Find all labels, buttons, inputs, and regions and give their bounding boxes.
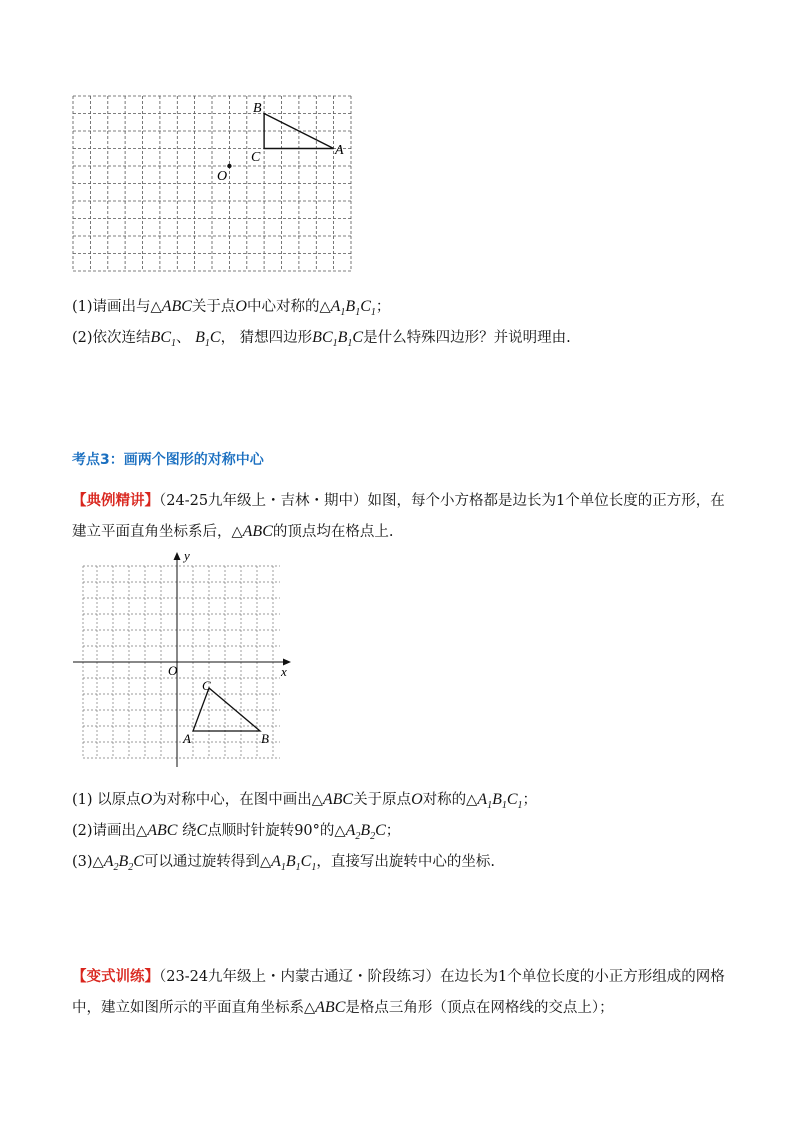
variant-line2-tri: ABC — [315, 999, 346, 1016]
q2-l1-o: O — [140, 791, 153, 808]
q2-l2-angle: 90° — [294, 823, 320, 839]
label-c2: C — [202, 678, 211, 693]
q2-line2 — [72, 821, 400, 847]
triangle-symbol: △ — [231, 524, 243, 540]
triangle-symbol: △ — [466, 792, 478, 808]
q2-l2-end: ； — [385, 823, 401, 839]
q1-line2-mid: 、 — [176, 330, 191, 346]
triangle-symbol: △ — [334, 823, 346, 839]
q1-line1-end: ； — [375, 299, 391, 315]
variant-line2-end: 是格点三角形（顶点在网格线的交点上）； — [345, 1000, 614, 1016]
q2-line3 — [72, 852, 495, 878]
example-source: （24-25九年级上・吉林・期中）如图，每个小方格都是边长为1个单位长度的正方形，在 — [159, 493, 725, 509]
point-o — [227, 164, 231, 168]
variant-source: （23-24九年级上・内蒙古通辽・阶段练习）在边长为1个单位长度的小正方形组成的网格 — [159, 969, 725, 985]
triangle-symbol: △ — [92, 854, 104, 870]
example-line1 — [72, 491, 725, 511]
q2-l2-c: C — [196, 822, 208, 839]
q2-l2-tri: ABC — [147, 822, 178, 839]
label-b2: B — [261, 731, 269, 746]
q2-l1-mid2: 关于原点 — [353, 792, 412, 808]
figure2-coordinate-grid — [65, 548, 300, 773]
label-c: C — [251, 150, 261, 165]
example-line2-end: 的顶点均在格点上. — [272, 524, 394, 540]
tri-a2b2c-l3: $A_2B_2C$ — [103, 853, 144, 874]
q2-l1-mid3: 对称的 — [422, 792, 467, 808]
q2-l1-mid: 为对称中心，在图中画出 — [152, 792, 312, 808]
label-o: O — [217, 169, 228, 184]
seg-b1c: $B_1C$ — [195, 329, 221, 350]
q1-line1-mid2: 中心对称的 — [246, 299, 320, 315]
q2-l2-mid3: 的 — [319, 823, 335, 839]
triangle-symbol: △ — [150, 299, 162, 315]
triangle-symbol: △ — [304, 1000, 316, 1016]
q1-line2-end: 是什么特殊四边形？并说明理由. — [363, 330, 571, 346]
tri-a2b2c: $A_2B_2C$ — [345, 822, 386, 843]
example-line2-start: 建立平面直角坐标系后， — [72, 524, 232, 540]
example-tag: 【典例精讲】 — [72, 493, 159, 509]
tri-a1b1c1-q2: $A_1B_1C_1$ — [477, 791, 523, 812]
q1-line2 — [72, 328, 571, 354]
tri-a1b1c1-l3: $A_1B_1C_1$ — [271, 853, 317, 874]
q2-l3-prefix: (3) — [72, 854, 93, 870]
q2-l3-mid: 可以通过旋转得到 — [143, 854, 260, 870]
variant-tag: 【变式训练】 — [72, 969, 159, 985]
section-title: 考点3：画两个图形的对称中心 — [72, 452, 264, 468]
variant-line2 — [72, 998, 614, 1018]
q1-line1-tri: ABC — [161, 298, 192, 315]
y-axis-arrow-icon — [174, 552, 181, 560]
triangle-symbol: △ — [311, 792, 323, 808]
quad-bc1b1c: $BC_1B_1C$ — [312, 329, 364, 350]
variant-line1 — [72, 967, 725, 987]
triangle-symbol: △ — [319, 299, 331, 315]
q1-line2-prefix: (2)依次连结 — [72, 330, 151, 346]
label-a: A — [335, 143, 344, 158]
label-a2: A — [183, 731, 191, 746]
variant-line2-start: 中，建立如图所示的平面直角坐标系 — [72, 1000, 304, 1016]
q1-line1-mid: 关于点 — [191, 299, 236, 315]
q2-l1-prefix: (1) 以原点 — [72, 792, 141, 808]
q1-line1-o: O — [235, 298, 247, 315]
q1-line1-prefix: (1)请画出与 — [72, 299, 151, 315]
triangle-abc-figure2 — [193, 688, 260, 731]
example-line2 — [72, 522, 393, 542]
q2-l3-end: ，直接写出旋转中心的坐标. — [316, 854, 495, 870]
seg-bc1: $BC_1$ — [150, 329, 176, 350]
tri-a1b1c1: $A_1B_1C_1$ — [330, 298, 376, 319]
label-o2: O — [168, 663, 178, 678]
q2-l2-mid: 绕 — [177, 823, 197, 839]
q2-l1-o2: O — [411, 791, 423, 808]
q2-l1-tri: ABC — [322, 791, 354, 808]
q2-l2-prefix: (2)请画出 — [72, 823, 137, 839]
label-y: y — [184, 548, 190, 563]
label-x: x — [281, 664, 287, 679]
q1-line1 — [72, 297, 390, 323]
figure1-grid — [60, 90, 370, 280]
q2-l2-mid2: 点顺时针旋转 — [207, 823, 295, 839]
q2-line1 — [72, 790, 537, 816]
example-line2-tri: ABC — [242, 523, 273, 540]
triangle-symbol: △ — [259, 854, 272, 870]
q2-l1-end: ； — [522, 792, 538, 808]
triangle-symbol: △ — [136, 823, 148, 839]
label-b: B — [253, 101, 262, 116]
q1-line2-mid2: ， 猜想四边形 — [220, 330, 313, 346]
